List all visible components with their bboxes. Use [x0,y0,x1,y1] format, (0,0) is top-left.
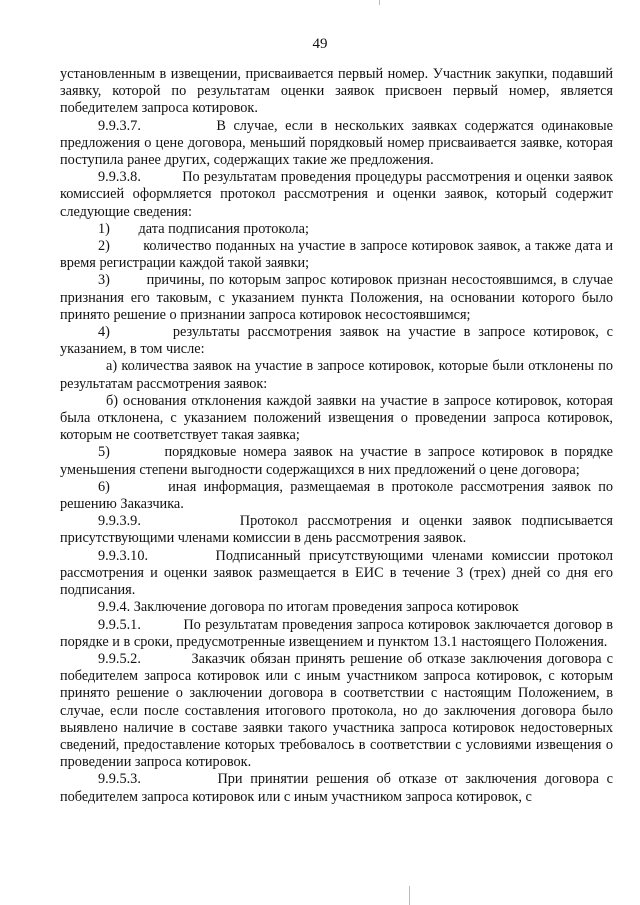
clause-number: 9.9.5.2. [98,650,141,667]
list-number: 3) [98,272,110,289]
clause-number: 9.9.5.1. [98,616,141,633]
page-number: 49 [312,36,328,52]
list-text: иная информация, размещаемая в протоколе рассмотрения заявок по решению Заказчика. [60,478,613,513]
paragraph [60,169,613,221]
clause-number: 9.9.5.3. [98,771,141,788]
heading-text: 9.9.4. Заключение договора по итогам проведения запроса котировок [98,599,519,616]
section-heading [60,599,613,616]
paragraph-text: Заказчик обязан принять решение об отказе заключения договора с победителем запроса котировок или с иным участником запроса котировок, с которым принято решение о заключении договора в соответствии с настоящим Положением, в случае, если после составления итогового протокола, но до заключения договора было выявлено наличие в составе заявки такого участника запроса котировок недостоверных сведений, предоставление которых требовалось в соответствии с условиями извещения о проведении запроса котировок. [60,650,613,771]
list-item [60,272,613,324]
list-text: результаты рассмотрения заявок на участие в запросе котировок, с указанием, в том числе: [60,324,613,358]
paragraph [60,548,613,600]
list-item [60,324,613,358]
sub-list-item [60,393,613,445]
list-number: 5) [98,444,110,461]
list-item [60,221,613,238]
list-item [60,444,613,478]
paragraph-text: Протокол рассмотрения и оценки заявок подписывается присутствующими членами комиссии в день рассмотрения заявок. [60,513,613,547]
list-item [60,238,613,272]
list-text: причины, по которым запрос котировок признан несостоявшимся, в случае признания его таковым, с указанием пункта Положения, на основании которого было принято решение о признании запроса котировок несостоявшимся; [60,272,613,323]
paragraph-text: В случае, если в нескольких заявках содержатся одинаковые предложения о цене договора, меньший порядковый номер присваивается заявке, которая поступила ранее других, содержащих такие же предложения. [60,117,613,169]
list-item [60,479,613,513]
list-text: дата подписания протокола; [138,220,309,237]
clause-number: 9.9.3.8. [98,169,141,186]
paragraph [60,66,613,118]
paragraph [60,118,613,170]
scan-artifact-line [379,0,380,5]
list-text: количества заявок на участие в запросе котировок, которые были отклонены по результатам рассмотрения заявок: [60,358,613,392]
paragraph [60,771,613,805]
list-letter: б) [106,392,119,409]
sub-list-item [60,358,613,392]
list-text: основания отклонения каждой заявки на участие в запросе котировок, которая была отклонена, с указанием положений извещения о проведении запроса котировок, которым не соответствует такая заявка; [60,392,614,444]
paragraph-text: По результатам проведения запроса котировок заключается договор в порядке и в сроки, предусмотренные извещением и пунктом 13.1 настоящего Положения. [60,616,613,650]
list-letter: а) [106,358,118,375]
scan-artifact-line [409,886,410,905]
list-number: 1) [98,220,110,237]
list-text: порядковые номера заявок на участие в запросе котировок в порядке уменьшения степени выгодности содержащихся в них предложений о цене договора; [60,444,613,478]
paragraph [60,617,613,651]
list-number: 2) [98,238,110,255]
paragraph-text: По результатам проведения процедуры рассмотрения и оценки заявок комиссией оформляется протокол рассмотрения и оценки заявок, который содержит следующие сведения: [60,169,613,220]
clause-number: 9.9.3.7. [98,117,141,134]
list-text: количество поданных на участие в запросе котировок заявок, а также дата и время регистрации каждой такой заявки; [60,238,614,272]
list-number: 4) [98,324,110,341]
paragraph [60,651,613,771]
clause-number: 9.9.3.9. [98,513,141,530]
paragraph-text: Подписанный присутствующими членами комиссии протокол рассмотрения и оценки заявок размещается в ЕИС в течение 3 (трех) дней со дня его подписания. [60,547,614,599]
paragraph [60,513,613,547]
paragraph-text: установленным в извещении, присваивается первый номер. Участник закупки, подавший заявку, которой по результатам оценки заявок присвоен первый номер, является победителем запроса котировок. [60,66,613,117]
paragraph-text: При принятии решения об отказе от заключения договора с победителем запроса котировок или с иным участником запроса котировок, с [60,771,613,805]
list-number: 6) [98,478,110,495]
clause-number: 9.9.3.10. [98,547,149,564]
document-body [60,66,613,806]
